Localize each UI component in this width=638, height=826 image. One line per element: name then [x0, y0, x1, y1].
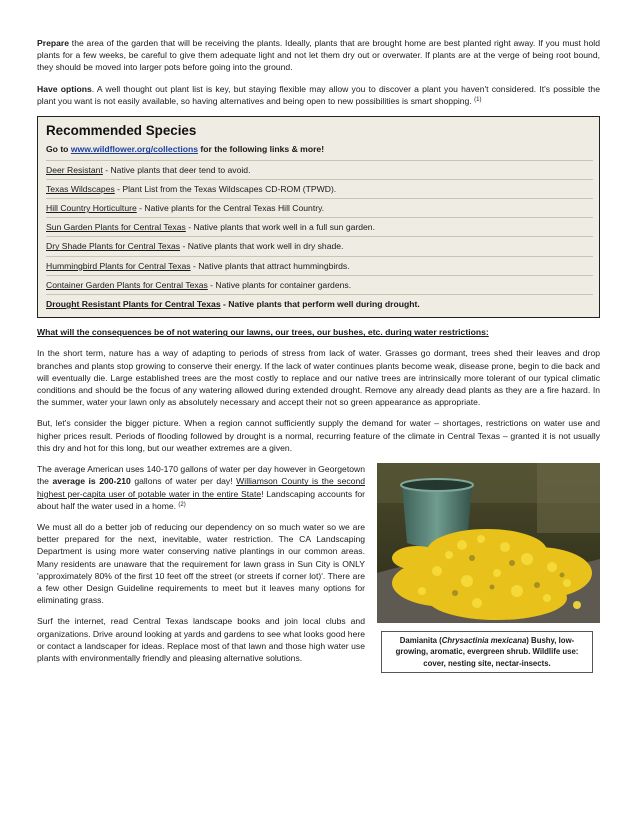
- usage-section: [37, 463, 600, 668]
- dry-shade-link[interactable]: Dry Shade Plants for Central Texas: [46, 241, 181, 252]
- drought-resistant-link[interactable]: Drought Resistant Plants for Central Texas: [46, 299, 221, 310]
- prepare-lead: Prepare: [37, 38, 70, 48]
- damianita-figure: [377, 463, 600, 673]
- species-item: Container Garden Plants for Central Texas - Native plants for container gardens.: [46, 276, 593, 295]
- scientific-name: Chrysactinia mexicana: [441, 636, 527, 646]
- photo-caption: Damianita (Chrysactinia mexicana) Bushy, low-growing, aromatic, evergreen shrub. Wildlife use: cover, nesting site, nectar-insects.: [381, 631, 593, 673]
- hill-country-link[interactable]: Hill Country Horticulture: [46, 203, 137, 214]
- species-item: Sun Garden Plants for Central Texas - Native plants that work well in a full sun garden.: [46, 218, 593, 237]
- recommended-species-box: [37, 116, 600, 318]
- species-item: Texas Wildscapes - Plant List from the Texas Wildscapes CD-ROM (TPWD).: [46, 180, 593, 199]
- species-item: Drought Resistant Plants for Central Texas - Native plants that perform well during drought.: [46, 299, 420, 310]
- hummingbird-link[interactable]: Hummingbird Plants for Central Texas: [46, 260, 191, 271]
- footnote-ref-1: (1): [474, 96, 482, 103]
- species-item: Deer Resistant - Native plants that deer tend to avoid.: [46, 161, 593, 180]
- recommended-title: Recommended Species: [46, 123, 197, 139]
- reduce-dependency-paragraph: We must all do a better job of reducing our dependency on so much water so we are better prepared for the next, inevitable, water restriction. The CA Landscaping Department is using more water conserving native plantings in our common areas. Many residents are unaware that the requirement for lawn grass in Sun City is ONLY 'approximately 80% of the first 10 feet off the street (or streets if corner lot)'. There are a few other Design Guideline requirements to meet but it leaves many options for eliminating grass.: [37, 521, 365, 606]
- wildflower-link[interactable]: www.wildflower.org/collections: [70, 144, 199, 155]
- sun-garden-link[interactable]: Sun Garden Plants for Central Texas: [46, 222, 186, 233]
- deer-resistant-link[interactable]: Deer Resistant: [46, 164, 103, 175]
- short-term-paragraph: In the short term, nature has a way of adapting to periods of stress from lack of water. Grasses go dormant, trees shed their leaves and drop branches and plants stop growing to conserve their energy. If the lack of water continues plants become weak, disease prone, begin to die back and will eventually die. Large established trees are the most costly to replace and our native trees are intrinsically more tolerant of our typical climatic conditions and should be the focus of any watering allowed during extended drought. Remove any already dead plants as they are a fire hazard. In the summer, water your lawn only as absolutely necessary and accept their not so green appearance as appropriate.: [37, 348, 600, 408]
- consequences-heading: What will the consequences be of not watering our lawns, our trees, our bushes, etc. during water restrictions:: [37, 327, 489, 338]
- damianita-photo: [377, 463, 600, 623]
- species-item: Hummingbird Plants for Central Texas - Native plants that attract hummingbirds.: [46, 257, 593, 276]
- bigger-picture-paragraph: But, let's consider the bigger picture. When a region cannot sufficiently supply the demand for water – shortages, restrictions on water use and higher prices result. Periods of flooding followed by drought is a normal, recurring feature of the climate in Central Texas – granted it is not usually this dry and hot for this long, but our weather extremes are a given.: [37, 418, 600, 453]
- container-garden-link[interactable]: Container Garden Plants for Central Texas: [46, 279, 208, 290]
- recommended-intro: Go to www.wildflower.org/collections for the following links & more!: [46, 141, 593, 160]
- options-paragraph: [37, 83, 600, 107]
- prepare-paragraph: [37, 37, 600, 74]
- surf-internet-paragraph: Surf the internet, read Central Texas landscape books and join local clubs and organizations. Drive around looking at yards and gardens to see what looks good here or contact a landscaper for ideas. Replace most of that lawn and those high water use plants with environmentally friendly and pleasing alternative solutions.: [37, 616, 365, 663]
- species-item: Hill Country Horticulture - Native plants for the Central Texas Hill Country.: [46, 199, 593, 218]
- footnote-ref-2: (2): [178, 501, 186, 508]
- species-item: Dry Shade Plants for Central Texas - Native plants that work well in dry shade.: [46, 237, 593, 256]
- williamson-county-link[interactable]: Williamson County is the second highest per-capita user of potable water in the entire State: [37, 476, 365, 499]
- document-page: [37, 37, 600, 673]
- prepare-text: the area of the garden that will be receiving the plants. Ideally, plants that are brought home are best planted right away. If you must hold plants for a few weeks, be careful to give them adequate light and not let them dry out or overwater. If plants are at the verge of being root bound, they should be moved into larger pots before going into the ground.: [37, 38, 600, 73]
- options-lead: Have options: [37, 83, 92, 94]
- texas-wildscapes-link[interactable]: Texas Wildscapes: [46, 183, 115, 194]
- usage-text-column: [37, 463, 365, 664]
- average-usage-paragraph: The average American uses 140-170 gallons of water per day however in Georgetown the average is 200-210 gallons of water per day! Williamson County is the second highest per-capita user of potable water in the entire State! Landscaping accounts for about half the water used in a home. $^{(2)}$: [37, 464, 365, 511]
- options-text: . A well thought out plant list is key, but staying flexible may allow you to discover a plant you haven't considered. It's possible the plant you want is not easily available, so having alternatives and being open to new possibilities is smart shopping.: [37, 83, 600, 106]
